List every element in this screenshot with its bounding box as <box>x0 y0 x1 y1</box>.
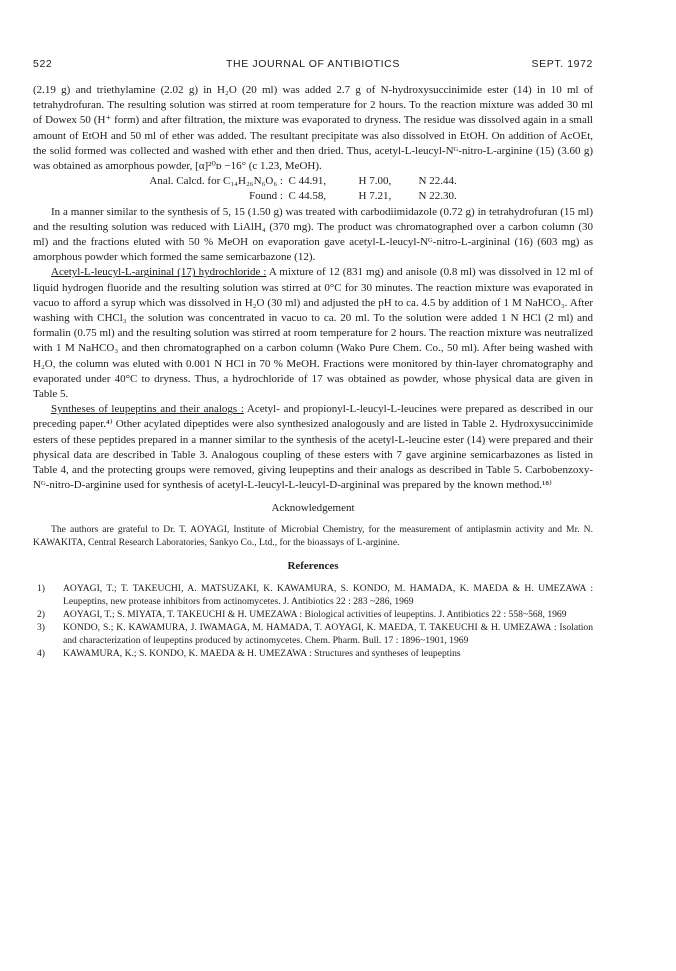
journal-title: THE JOURNAL OF ANTIBIOTICS <box>226 58 400 70</box>
analysis-calcd <box>33 174 593 189</box>
paragraph-4-text: Acetyl- and propionyl-L-leucyl-L-leucines were prepared as described in our preceding paper.⁴⁾ Other acylated dipeptides were also synthesized analogously and are listed in Table 2. Hydroxysuccinimide esters of these peptides prepared in a manner similar to the synthesis of the acetyl-L-leucine ester (14) were prepared and their physical data are described in Table 3. Analogous coupling of these esters with 7 gave arginine semicarbazones as listed in Table 4, and the protecting groups were removed, giving leupeptins and their analogs as described in Table 5. Carbobenzoxy-Nᴳ-nitro-D-arginine used for synthesis of acetyl-L-leucyl-L-leucyl-D-argininal was prepared by the known method.¹⁸⁾ <box>33 403 593 492</box>
analysis-calcd-label: Anal. Calcd. for C₁₄H₂₆N₆O₆ : <box>149 175 283 188</box>
paragraph-3-text: A mixture of 12 (831 mg) and anisole (0.8 ml) was dissolved in 12 ml of liquid hydrogen fluoride and the resulting solution was stirred at 0°C for 30 minutes. The reaction mixture was evaporated in vacuo to afford a syrup which was dissolved in H₂O (30 ml) and adjusted the pH to ca. 4.5 by addition of 1 M NaHCO₃. After washing with CHCl₃ the solution was concentrated in vacuo to ca. 20 ml. To the solution were added 1 N HCl (2 ml) and formalin (0.75 ml) and the resulting solution was stirred at room temperature for 2 hours. The reaction mixture was neutralized with 1 M NaHCO₃ and then chromatographed on a carbon column (Wako Pure Chem. Co., 50 ml). After being washed with H₂O, the column was eluted with 0.001 N HCl in 70 % MeOH. Fractions were monitored by thin-layer chromatography and evaporated under 40°C to dryness. Thus, a hydrochloride of 17 was obtained as powder, whose physical data are given in Table 5. <box>33 266 593 401</box>
references-title: References <box>287 559 339 572</box>
analysis-found-h: H 7.21, <box>358 190 392 203</box>
article-body <box>33 83 593 660</box>
section-heading-argininal: Acetyl-L-leucyl-L-argininal (17) hydrochloride : <box>51 266 267 279</box>
analysis-calcd-c: C 44.91, <box>288 175 327 188</box>
reference-item <box>33 582 593 608</box>
reference-number: 4) <box>37 647 45 659</box>
reference-text: AOYAGI, T.; S. MIYATA, T. TAKEUCHI & H. UMEZAWA : Biological activities of leupeptins. J. Antibiotics 22 : 558~568, 1969 <box>63 608 567 620</box>
analysis-found-c: C 44.58, <box>288 190 327 203</box>
paragraph-3 <box>33 265 593 402</box>
reference-item <box>33 608 593 621</box>
analysis-found-n: N 22.30. <box>418 190 457 203</box>
paragraph-4 <box>33 402 593 493</box>
analysis-calcd-h: H 7.00, <box>358 175 392 188</box>
reference-text: KONDO, S.; K. KAWAMURA, J. IWAMAGA, M. HAMADA, T. AOYAGI, K. MAEDA, T. TAKEUCHI & H. UMEZAWA : Isolation and characterization of leupeptins produced by actinomycetes. Chem. Pharm. Bull. 17 : 1896~1901, 1969 <box>63 621 593 646</box>
reference-text: AOYAGI, T.; T. TAKEUCHI, A. MATSUZAKI, K. KAWAMURA, S. KONDO, M. HAMADA, K. MAEDA & H. UMEZAWA : Leupeptins, new protease inhibitors from actinomycetes. J. Antibiotics 22 : 283 ~286, 1969 <box>63 582 593 607</box>
reference-text: KAWAMURA, K.; S. KONDO, K. MAEDA & H. UMEZAWA : Structures and syntheses of leupeptins <box>63 647 461 659</box>
paragraph-1: (2.19 g) and triethylamine (2.02 g) in H₂O (20 ml) was added 2.7 g of N-hydroxysuccinimide ester (14) in 10 ml of tetrahydrofuran. The resulting solution was stirred at room temperature for 2 hours. To the reaction mixture was added 30 ml of Dowex 50 (H⁺ form) and after filtration, the mixture was evaporated to dryness. The residue was dissolved again in a small amount of EtOH and 50 ml of ether was added. The resultant precipitate was also dissolved in EtOH. On addition of AcOEt, the solid formed was collected and washed with ether and then dried. Thus, acetyl-L-leucyl-Nᴳ-nitro-L-arginine (15) (3.60 g) was obtained as amorphous powder, [α]²⁰ᴅ −16° (c 1.23, MeOH). <box>33 84 593 173</box>
reference-list <box>33 582 593 660</box>
analysis-calcd-n: N 22.44. <box>418 175 457 188</box>
page-number: 522 <box>33 58 53 70</box>
paragraph-2: In a manner similar to the synthesis of 5, 15 (1.50 g) was treated with carbodiimidazole (0.72 g) in tetrahydrofuran (15 ml) and the resulting solution was reduced with LiAlH₄ (370 mg). The product was chromatographed over a carbon column (30 ml) and the fractions eluted with 50 % MeOH on evaporation gave acetyl-L-leucyl-Nᴳ-nitro-L-argininal (16) (603 mg) as amorphous powder which formed the same semicarbazone (12). <box>33 205 593 264</box>
analysis-found-label: Found : <box>249 190 283 203</box>
reference-number: 3) <box>37 621 45 633</box>
section-heading-syntheses: Syntheses of leupeptins and their analogs : <box>51 403 244 416</box>
acknowledgement-title: Acknowledgement <box>271 502 355 515</box>
reference-number: 1) <box>37 582 45 594</box>
reference-item <box>33 647 593 660</box>
reference-item <box>33 621 593 647</box>
analysis-found <box>33 189 593 204</box>
issue-date: SEPT. 1972 <box>531 58 593 70</box>
reference-number: 2) <box>37 608 45 620</box>
acknowledgement-text: The authors are grateful to Dr. T. AOYAGI, Institute of Microbial Chemistry, for the measurement of antiplasmin activity and Mr. N. KAWAKITA, Central Research Laboratories, Sankyo Co., Ltd., for the bioassays of L-arginine. <box>33 523 593 548</box>
